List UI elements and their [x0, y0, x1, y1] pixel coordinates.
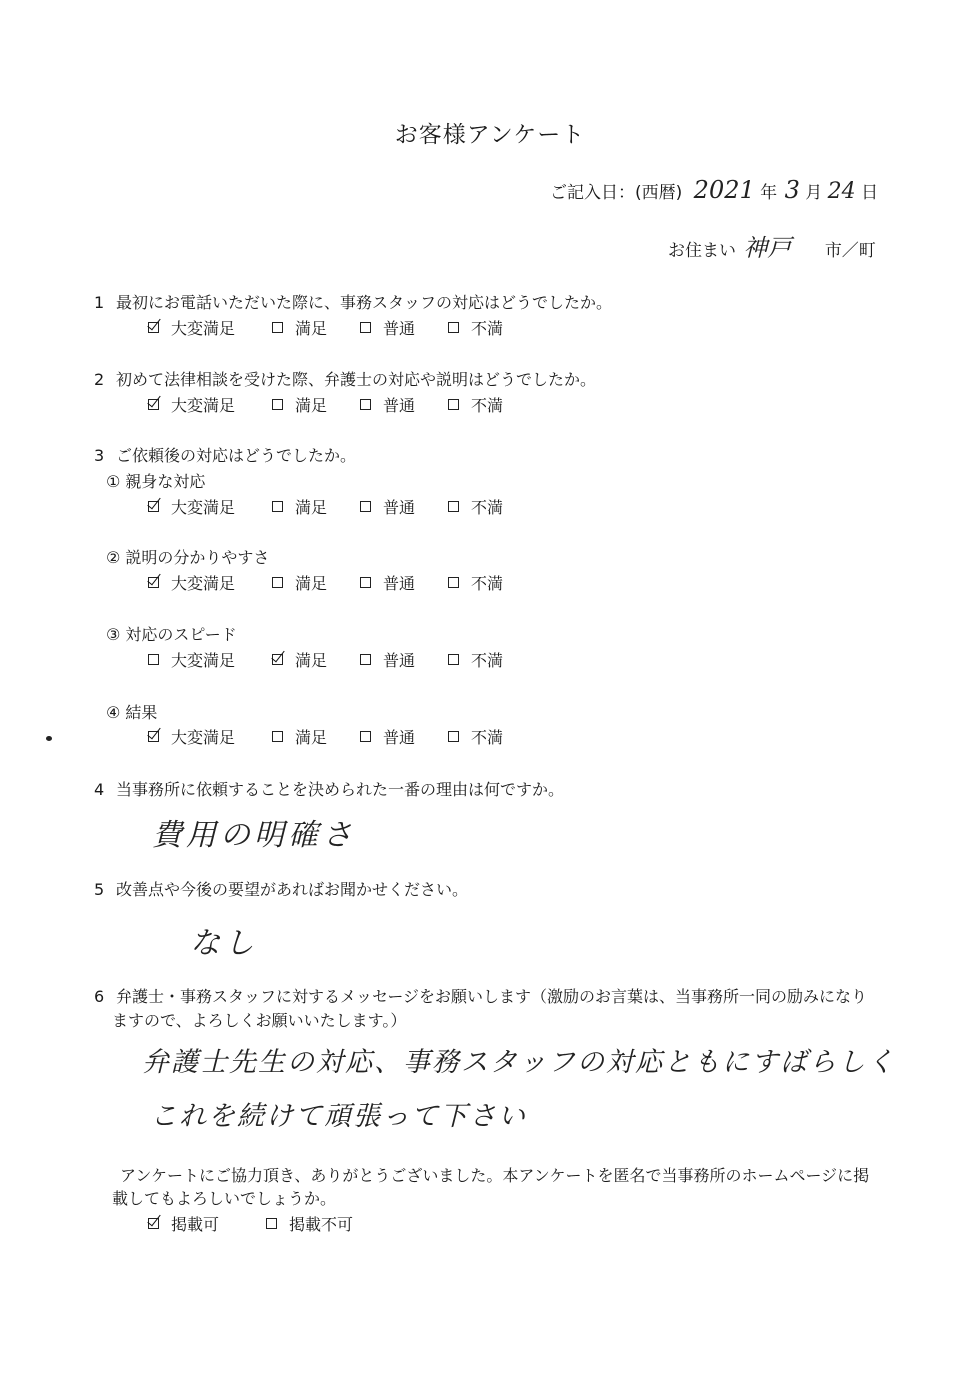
checkbox[interactable] [148, 731, 159, 742]
date-label: ご記入日：(西暦) [550, 183, 683, 203]
rating-group [0, 648, 980, 670]
checkbox[interactable] [272, 731, 283, 742]
checkbox[interactable] [360, 322, 371, 333]
scan-mark [46, 736, 52, 741]
checkbox[interactable] [448, 577, 459, 588]
checkbox[interactable] [148, 577, 159, 588]
option-neutral[interactable] [360, 648, 415, 671]
option-label: 不満 [471, 651, 504, 670]
option-label: 普通 [383, 396, 416, 415]
sub-question-label: ③ 対応のスピード [106, 625, 237, 644]
date-line [550, 176, 878, 204]
month-unit: 月 [805, 183, 823, 203]
option-label: 大変満足 [171, 651, 236, 670]
checkbox[interactable] [448, 731, 459, 742]
option-label: 普通 [383, 574, 416, 593]
checkbox[interactable] [360, 501, 371, 512]
closing-text-line1: アンケートにご協力頂き、ありがとうございました。本アンケートを匿名で当事務所のホームページに掲 [120, 1166, 870, 1185]
option-label: 満足 [295, 319, 328, 338]
rating-group [0, 495, 980, 517]
survey-title: お客様アンケート [394, 122, 586, 148]
option-label: 満足 [295, 498, 328, 517]
checkbox[interactable] [272, 577, 283, 588]
date-day: 24 [827, 179, 856, 204]
question-3 [94, 443, 356, 466]
date-year: 2021 [693, 176, 755, 204]
option-label: 掲載不可 [289, 1215, 354, 1234]
option-satisfied[interactable] [272, 316, 327, 339]
checkbox[interactable] [448, 322, 459, 333]
question-4 [94, 777, 564, 800]
question-number: 2 [94, 370, 105, 389]
checkbox[interactable] [272, 399, 283, 410]
address-unit: 市／町 [824, 241, 876, 261]
question-2 [94, 367, 596, 390]
option-label: 満足 [295, 728, 328, 747]
option-label: 不満 [471, 319, 504, 338]
option-satisfied[interactable] [272, 393, 327, 416]
option-label: 大変満足 [171, 396, 236, 415]
option-label: 大変満足 [171, 574, 236, 593]
publish-denied-option[interactable] [266, 1212, 353, 1235]
rating-group [0, 725, 980, 747]
question-6 [94, 984, 867, 1007]
year-unit: 年 [760, 183, 778, 203]
answer-q4: 費用の明確さ [152, 818, 356, 853]
answer-q5: なし [190, 926, 258, 961]
closing-text-line2: 載してもよろしいでしょうか。 [112, 1189, 337, 1208]
checkbox[interactable] [360, 654, 371, 665]
option-dissatisfied[interactable] [448, 495, 503, 518]
publish-allowed-option[interactable] [148, 1212, 219, 1235]
question-1 [94, 290, 612, 313]
option-label: 不満 [471, 728, 504, 747]
option-label: 満足 [295, 574, 328, 593]
question-number: 5 [94, 880, 105, 899]
option-satisfied[interactable] [272, 495, 327, 518]
question-text: 最初にお電話いただいた際に、事務スタッフの対応はどうでしたか。 [116, 293, 613, 312]
checkbox[interactable] [266, 1218, 277, 1229]
answer-q6-line2: これを続けて頑張って下さい [150, 1101, 527, 1132]
option-label: 掲載可 [171, 1215, 220, 1234]
checkbox[interactable] [148, 322, 159, 333]
option-label: 大変満足 [171, 498, 236, 517]
question-5 [94, 877, 468, 900]
option-satisfied[interactable] [272, 571, 327, 594]
address-line [668, 228, 876, 263]
option-label: 不満 [471, 396, 504, 415]
address-label: お住まい [668, 241, 736, 261]
option-neutral[interactable] [360, 571, 415, 594]
option-dissatisfied[interactable] [448, 393, 503, 416]
checkbox[interactable] [148, 399, 159, 410]
question-number: 3 [94, 446, 105, 465]
question-number: 1 [94, 293, 105, 312]
sub-question-label: ④ 結果 [106, 703, 158, 722]
option-dissatisfied[interactable] [448, 571, 503, 594]
day-unit: 日 [861, 183, 879, 203]
option-label: 普通 [383, 319, 416, 338]
option-neutral[interactable] [360, 393, 415, 416]
option-very-satisfied[interactable] [148, 393, 235, 416]
checkbox[interactable] [272, 322, 283, 333]
option-satisfied[interactable] [272, 648, 327, 671]
date-month: 3 [784, 176, 800, 204]
question-text: 弁護士・事務スタッフに対するメッセージをお願いします（激励のお言葉は、当事務所一同の励みになり [116, 987, 868, 1006]
option-label: 普通 [383, 498, 416, 517]
checkbox[interactable] [272, 501, 283, 512]
option-label: 大変満足 [171, 319, 236, 338]
rating-group [0, 316, 980, 338]
option-label: 不満 [471, 574, 504, 593]
question-number: 6 [94, 987, 105, 1006]
option-very-satisfied[interactable] [148, 316, 235, 339]
option-label: 大変満足 [171, 728, 236, 747]
checkbox[interactable] [148, 501, 159, 512]
checkbox[interactable] [448, 501, 459, 512]
publish-permission-group [0, 1212, 980, 1234]
sub-question-label: ① 親身な対応 [106, 472, 206, 491]
option-neutral[interactable] [360, 495, 415, 518]
checkbox[interactable] [148, 654, 159, 665]
option-dissatisfied[interactable] [448, 648, 503, 671]
option-satisfied[interactable] [272, 725, 327, 748]
checkbox[interactable] [360, 731, 371, 742]
option-dissatisfied[interactable] [448, 725, 503, 748]
question-text: ご依頼後の対応はどうでしたか。 [116, 446, 357, 465]
question-text: 改善点や今後の要望があればお聞かせください。 [116, 880, 469, 899]
option-very-satisfied[interactable] [148, 725, 235, 748]
option-very-satisfied[interactable] [148, 495, 235, 518]
option-very-satisfied[interactable] [148, 571, 235, 594]
checkbox[interactable] [360, 577, 371, 588]
option-neutral[interactable] [360, 725, 415, 748]
option-neutral[interactable] [360, 316, 415, 339]
option-label: 普通 [383, 651, 416, 670]
option-label: 満足 [295, 396, 328, 415]
option-very-satisfied[interactable] [148, 648, 235, 671]
question-text: 当事務所に依頼することを決められた一番の理由は何ですか。 [116, 780, 565, 799]
option-dissatisfied[interactable] [448, 316, 503, 339]
checkbox[interactable] [448, 654, 459, 665]
sub-question-label: ② 説明の分かりやすさ [106, 548, 270, 567]
checkbox[interactable] [448, 399, 459, 410]
checkbox[interactable] [272, 654, 283, 665]
rating-group [0, 571, 980, 593]
checkbox[interactable] [148, 1218, 159, 1229]
question-number: 4 [94, 780, 105, 799]
checkbox[interactable] [360, 399, 371, 410]
option-label: 満足 [295, 651, 328, 670]
rating-group [0, 393, 980, 415]
question-text: 初めて法律相談を受けた際、弁護士の対応や説明はどうでしたか。 [116, 370, 597, 389]
option-label: 不満 [471, 498, 504, 517]
address-value: 神戸 [743, 234, 792, 262]
option-label: 普通 [383, 728, 416, 747]
answer-q6-line1: 弁護士先生の対応、事務スタッフの対応ともにすばらしく [142, 1047, 896, 1078]
question-6-continued: ますので、よろしくお願いいたします。） [112, 1011, 407, 1030]
